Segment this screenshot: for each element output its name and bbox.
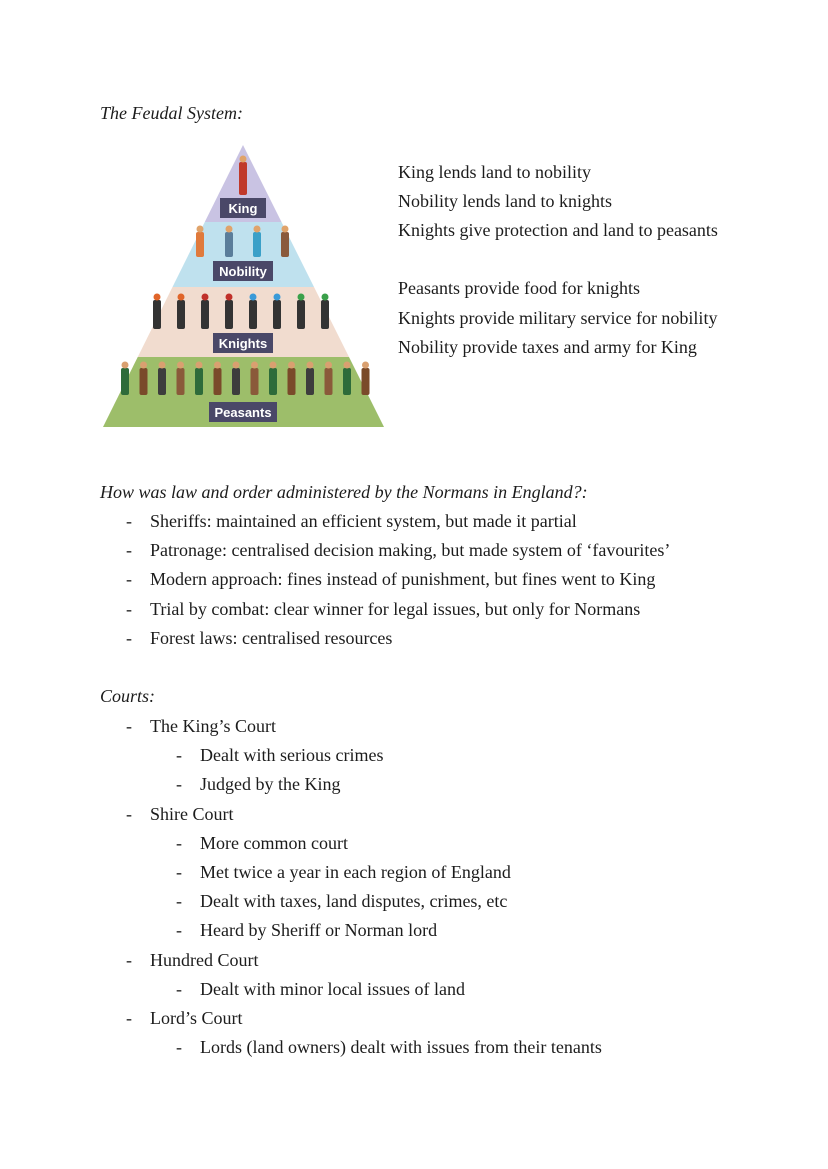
person-figure-icon	[362, 362, 370, 396]
law-list-item: Forest laws: centralised resources	[150, 627, 393, 648]
relation-line: Nobility lends land to knights	[398, 191, 612, 211]
relation-line: Knights give protection and land to peasants	[398, 220, 718, 240]
bullet-dash: -	[126, 803, 132, 824]
label-king-text: King	[228, 201, 258, 216]
bullet-dash: -	[176, 774, 182, 795]
law-list-item: Sheriffs: maintained an efficient system, but made it partial	[150, 511, 577, 531]
feudal-pyramid-diagram	[95, 140, 395, 435]
person-figure-icon	[325, 362, 333, 396]
person-figure-icon	[306, 362, 314, 396]
person-figure-icon	[232, 362, 240, 396]
person-figure-icon	[321, 294, 329, 330]
court-sub-item: Met twice a year in each region of England	[200, 862, 511, 882]
court-sub-item: Heard by Sheriff or Norman lord	[200, 920, 438, 941]
law-list-item: Modern approach: fines instead of punishment, but fines went to King	[150, 569, 656, 590]
section-heading-law: How was law and order administered by the Normans in England?:	[100, 482, 588, 502]
person-figure-icon	[281, 226, 289, 258]
person-figure-icon	[177, 362, 185, 396]
person-figure-icon	[269, 362, 277, 396]
relation-line: Peasants provide food for knights	[398, 278, 640, 298]
court-sub-item: Lords (land owners) dealt with issues from their tenants	[200, 1037, 602, 1058]
person-figure-icon	[121, 362, 129, 396]
relation-line: Nobility provide taxes and army for King	[398, 337, 697, 357]
bullet-dash: -	[126, 627, 132, 648]
bullet-dash: -	[176, 978, 182, 999]
court-sub-item: Dealt with serious crimes	[200, 745, 384, 766]
person-figure-icon	[140, 362, 148, 396]
bullet-dash: -	[176, 745, 182, 766]
bullet-dash: -	[126, 716, 132, 736]
person-figure-icon	[343, 362, 351, 396]
bullet-dash: -	[126, 569, 132, 590]
label-peasants-text: Peasants	[214, 405, 272, 420]
relation-line: King lends land to nobility	[398, 162, 591, 182]
law-list-item: Trial by combat: clear winner for legal issues, but only for Normans	[150, 598, 641, 619]
bullet-dash: -	[176, 1037, 182, 1058]
court-sub-item: More common court	[200, 832, 348, 853]
relation-line: Knights provide military service for nobility	[398, 308, 718, 328]
person-figure-icon	[251, 362, 259, 396]
person-figure-icon	[214, 362, 222, 396]
court-item: Hundred Court	[150, 949, 259, 970]
bullet-dash: -	[126, 511, 132, 531]
section-heading-courts: Courts:	[100, 686, 156, 706]
bullet-dash: -	[176, 862, 182, 882]
bullet-dash: -	[126, 949, 132, 970]
person-figure-icon	[225, 226, 233, 258]
bullet-dash: -	[126, 1008, 132, 1028]
person-figure-icon	[288, 362, 296, 396]
label-king	[220, 198, 266, 218]
person-figure-icon	[253, 226, 261, 258]
label-nobility	[213, 261, 273, 281]
person-figure-icon	[177, 294, 185, 330]
bullet-dash: -	[176, 832, 182, 853]
law-list-item: Patronage: centralised decision making, but made system of ‘favourites’	[150, 540, 671, 561]
label-knights-text: Knights	[218, 336, 268, 351]
court-item: Shire Court	[150, 803, 234, 824]
person-figure-icon	[195, 362, 203, 396]
court-sub-item: Dealt with minor local issues of land	[200, 978, 465, 999]
label-knights	[213, 333, 273, 353]
bullet-dash: -	[176, 891, 182, 912]
person-figure-icon	[158, 362, 166, 396]
court-item: The King’s Court	[150, 716, 276, 736]
court-item: Lord’s Court	[150, 1008, 243, 1028]
section-title-feudal-system: The Feudal System:	[100, 103, 243, 123]
court-sub-item: Dealt with taxes, land disputes, crimes, etc	[200, 891, 508, 912]
person-figure-icon	[273, 294, 281, 330]
person-figure-icon	[196, 226, 204, 258]
bullet-dash: -	[126, 540, 132, 561]
person-figure-icon	[201, 294, 209, 330]
person-figure-icon	[225, 294, 233, 330]
label-peasants	[209, 402, 277, 422]
court-sub-item: Judged by the King	[200, 774, 341, 795]
person-figure-icon	[153, 294, 161, 330]
bullet-dash: -	[176, 920, 182, 941]
person-figure-icon	[249, 294, 257, 330]
label-nobility-text: Nobility	[219, 264, 267, 279]
bullet-dash: -	[126, 598, 132, 619]
person-figure-icon	[297, 294, 305, 330]
